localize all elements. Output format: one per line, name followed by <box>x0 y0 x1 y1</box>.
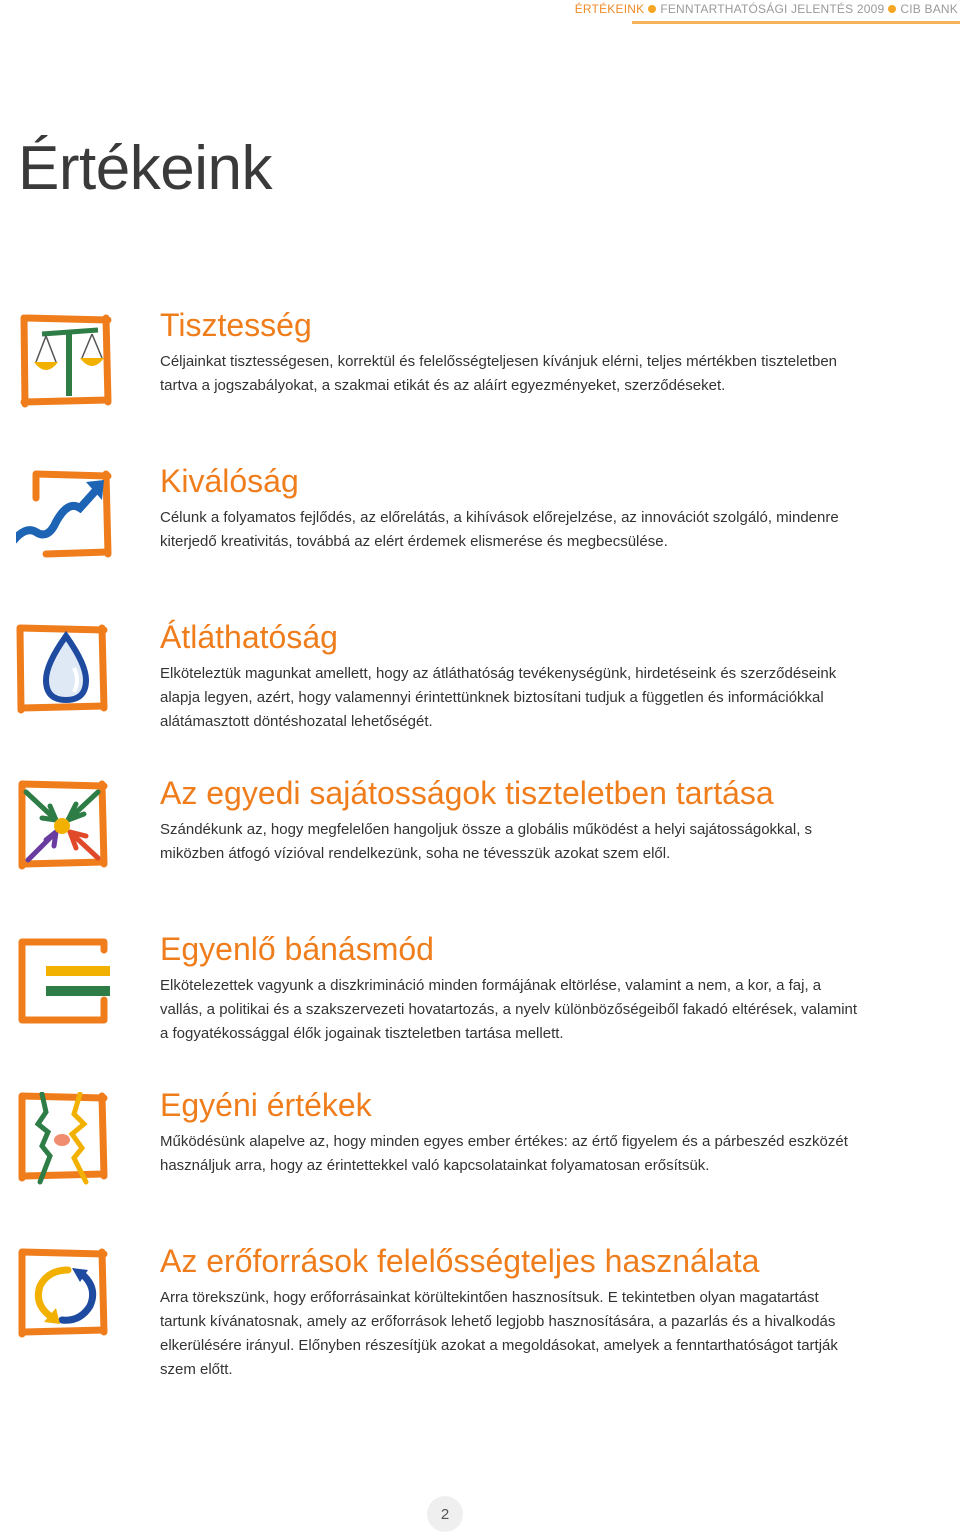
recycle-arrows-icon <box>16 1248 112 1344</box>
value-title: Kiválóság <box>160 463 299 499</box>
value-text: Céljainkat tisztességesen, korrektül és felelősségteljesen kívánjuk elérni, teljes mértékben tiszteletben tartva a jogszabályokat, a szakmai etikát és az aláírt egyezményeket, szerződéseket. <box>160 353 838 394</box>
header-section-label: ÉRTÉKEINK <box>574 2 645 16</box>
value-title: Az egyedi sajátosságok tiszteletben tartása <box>160 775 774 811</box>
value-text: Működésünk alapelve az, hogy minden egyes ember értékes: az értő figyelem és a párbeszéd eszközét használjuk arra, hogy az érintettekkel való kapcsolatainkat folyamatosan erősítsük. <box>160 1133 848 1174</box>
value-text: Elkötelezettek vagyunk a diszkrimináció minden formájának eltörlése, valamint a nem, a kor, a faj, a vallás, a politikai és a szakszervezeti hovatartozás, a nyelv különbözőségeiből fakadó eltérések, valamint a fogyatékossággal élők jogainak tiszteletben tartása mellett. <box>160 977 858 1042</box>
value-text: Célunk a folyamatos fejlődés, az előrelátás, a kihívások előrejelzése, az innovációt szolgáló, mindenre kiterjedő kreativitás, továbbá az elért érdemek elismerése és megbecsülése. <box>160 509 839 550</box>
scales-icon <box>16 312 112 408</box>
value-title: Átláthatóság <box>160 619 338 655</box>
header-divider <box>632 21 960 24</box>
growth-arrow-icon <box>16 468 112 564</box>
page-title: Értékeink <box>18 134 272 203</box>
value-title: Egyéni értékek <box>160 1087 372 1123</box>
header-report-label: FENNTARTHATÓSÁGI JELENTÉS 2009 <box>660 2 885 16</box>
faces-dialogue-icon <box>16 1092 112 1188</box>
page-number: 2 <box>427 1496 463 1532</box>
joined-hands-icon <box>16 780 112 876</box>
value-text: Arra törekszünk, hogy erőforrásainkat körültekintően hasznosítsuk. E tekintetben olyan magatartást tartunk kívánatosnak, amely az erőforrások lehető legjobb hasznosítására, a pazarlás és a hivalkodás elkerülésére irányul. Előnyben részesítjük azokat a megoldásokat, amelyek a fenntarthatóságot tartják szem előtt. <box>160 1289 838 1378</box>
value-text: Szándékunk az, hogy megfelelően hangoljuk össze a globális működést a helyi sajátosságokkal, s miközben átfogó vízióval rendelkezünk, soha ne tévesszük azokat szem elől. <box>160 821 813 862</box>
header-company-label: CIB BANK <box>900 2 958 16</box>
equals-sign-icon <box>16 936 112 1032</box>
value-title: Az erőforrások felelősségteljes használata <box>160 1243 760 1279</box>
bullet-dot-icon <box>648 5 656 13</box>
water-drop-icon <box>16 624 112 720</box>
value-text: Elköteleztük magunkat amellett, hogy az átláthatóság tevékenységünk, hirdetéseink és szerződéseink alapja legyen, azért, hogy valamennyi érintettünknek biztosítani tudjuk a független és információkkal alátámasztott döntéshozatal lehetőségét. <box>160 665 837 730</box>
value-title: Tisztesség <box>160 307 312 343</box>
value-title: Egyenlő bánásmód <box>160 931 434 967</box>
bullet-dot-icon <box>888 5 896 13</box>
running-header <box>575 2 958 16</box>
